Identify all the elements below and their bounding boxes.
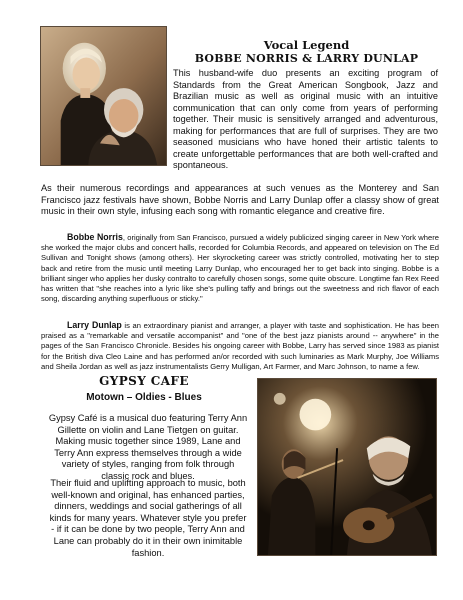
gypsy-cafe-paragraph-1: Gypsy Café is a musical duo featuring Terry Ann Gillette on violin and Lane Tietgen on guitar. Making music together since 1989, Lane and Terry Ann express themselves through a wide variety of styles, ranging from folk through classic rock and blues. bbox=[48, 413, 248, 481]
intro-continuation: As their numerous recordings and appearances at such venues as the Monterey and San Francisco jazz festivals have shown, Bobbe Norris and Larry Dunlap offer a classy show of great music in their own style, infusing each song with romantic elegance and creative fire. bbox=[41, 183, 439, 216]
intro-paragraph: This husband-wife duo presents an exciting program of Standards from the Great American Songbook, Jazz and Brazilian music as well as original music with an intuitive communication that can only come from years of performing together. Their music is sensitively arranged and adventurous, making for performances that are full of surprises. They are two seasoned musicians who have honed their artistic talents to create unforgettable performances that are both well-crafted and spontaneous. bbox=[173, 68, 438, 171]
gypsy-cafe-title: GYPSY CAFE bbox=[99, 374, 189, 388]
vocal-legend-heading: Vocal Legend bbox=[263, 38, 350, 52]
duo-name-heading: BOBBE NORRIS & LARRY DUNLAP bbox=[194, 52, 419, 65]
larry-name: Larry Dunlap bbox=[67, 320, 122, 330]
bobbe-bio-text: , originally from San Francisco, pursued a widely publicized singing career in New York where she worked the major clubs and concert halls, recorded for Columbia Records, and appeared on television on The Ed Sullivan and Tonight shows (among others). Her skyrocketing career was strictly controlled, motivating her to step back and retire from the music until meeting Larry Dunlap, who encouraged her to get back into singing. Bobbe is a brilliant singer who applies her dusky contralto to carefully chosen songs, some quite obscure. Longtime fan Rex Reed has written that "she reaches into a lyric like she's pulling taffy and brings out the sweetness and rich flavor of each song, discarding anything superfluous or sticky." bbox=[41, 233, 439, 304]
larry-bio-paragraph bbox=[41, 320, 439, 372]
duo-portrait-photo bbox=[40, 26, 167, 166]
bobbe-name: Bobbe Norris bbox=[67, 232, 123, 242]
bobbe-bio-paragraph bbox=[41, 232, 439, 304]
gypsy-cafe-subtitle: Motown – Oldies - Blues bbox=[86, 392, 202, 403]
gypsy-cafe-performance-photo bbox=[257, 378, 437, 556]
larry-bio-text: is an extraordinary pianist and arranger, a player with taste and sophistication. He has been praised as a "remarkable and versatile accompanist" and "one of the best jazz pianists around -- anywhere" in the pages of the San Francisco Chronicle. Besides his ongoing career with Bobbe, Larry has served since 1983 as pianist for the British diva Cleo Laine and has performed an/or recorded with such luminaries as Mark Murphy, Joe Williams and Sheila Jordan as well as jazz instrumentalists Gerry Mulligan, Art Farmer, and Marc Johnson, to name a few. bbox=[41, 321, 439, 371]
gypsy-cafe-paragraph-2: Their fluid and uplifting approach to music, both well-known and original, has enhanced parties, dinners, weddings and social gatherings of all kinds for many years. Whatever style you prefer - if it can be done by two people, Terry Ann and Lane can probably do it in their own inimitable fashion. bbox=[49, 478, 247, 558]
